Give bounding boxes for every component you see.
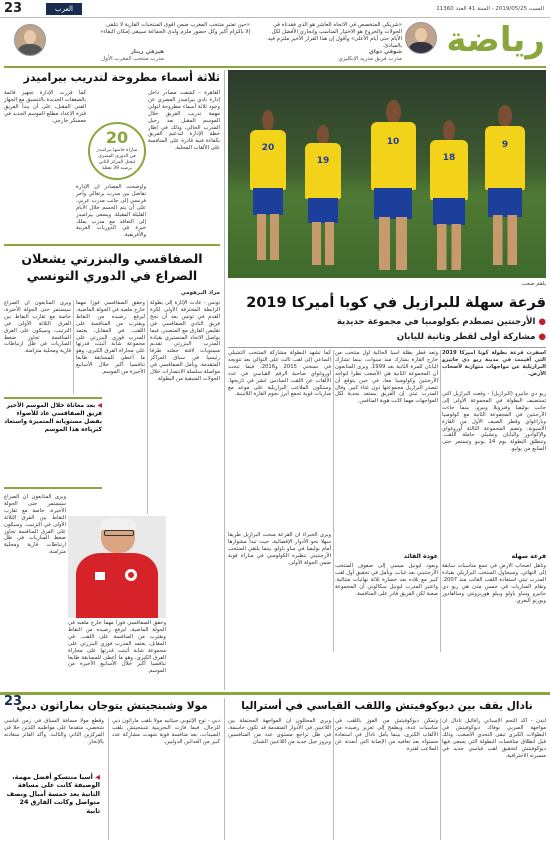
right-author-name: شوقي دواي: [368, 49, 402, 55]
tunisia-col3-text-cont: ويرى المتابعون أن الصراع سيستمر حتى الجولة الأخيرة، خاصة مع تقارب النقاط بين الفرق الثلاثة الأولى في الترتيب. وسيكون على الفرق المنافسة تجاوز ضغط المباريات في ظل ارتباطات قارية ومحلية متزامنة.: [4, 494, 66, 556]
pyramids-stat-badge: [88, 122, 146, 180]
column-rule: [147, 300, 148, 514]
bottom-rule: [0, 692, 550, 695]
photo-caption: بلقم صعب: [521, 281, 546, 287]
pyramids-col2-text: وأوضحت المصادر أن الإدارة تفاضل بين مدرب برتغالي وآخر فرنسي إلى جانب مدرب عربي، على أن يتم الحسم خلال الأيام القليلة المقبلة. ويسعى بيراميدز إلى التعاقد مع مدرب يملك خبرة في الدوريات العربية والأفريقية.: [76, 184, 146, 239]
main-subhead-1: قرعة سهلة: [511, 553, 546, 560]
main-subheadline-1: ● الأرجنتين تصطدم بكولومبيا في مجموعة حديدية: [336, 317, 546, 327]
player-figure: [428, 120, 470, 270]
column-rule: [333, 718, 334, 840]
right-author-role: مدرب فريق مدريد الإنكليزي: [338, 56, 402, 62]
mola-headline: مولا وشبنجيتش يتوجان بماراثون دبي: [16, 700, 208, 712]
player-figure: [483, 105, 527, 265]
nadal-headline: نادال يقف بين ديوكوفيتش واللقب القياسي في أستراليا: [241, 700, 533, 712]
player-figure: [368, 100, 418, 270]
right-quote: «شريكي المتخصص في الاتجاه العاشر هو الذي فقدناه في الجولات والخروج هو الاختيار المناسب وإنجازي الأفضل لكل الأيام حتى أيام الأعلى» وأقول إن هذا القرار الأخير ملتزم فيه بالمبادئ.: [267, 22, 402, 49]
page-number: 23: [4, 1, 23, 16]
divider: [228, 347, 546, 348]
tunisia-pullquote: ◀ بعد معاناة خلال الموسم الأخير فريق الصفاقسي عاد للأضواء بفضل مستوياته المتميزة واستعاد كبرياءه هذا الموسم: [4, 397, 102, 489]
dateline: السبت 2019/05/25 - السنة 41 العدد 11360: [436, 6, 544, 12]
jersey-number: 18: [442, 153, 456, 163]
page-column-rule: [224, 70, 225, 690]
pyramids-col1-text: القاهرة - كشفت مصادر داخل إدارة نادي بيراميدز المصري عن وجود ثلاثة أسماء مطروحة لتولي مهمة تدريب الفريق خلال الموسم المقبل بعد رحيل المدرب الحالي، وذلك في إطار خطة الإدارة لتدعيم الفريق بكفاءة فنية قادرة على المنافسة على الألقاب المحلية.: [148, 90, 220, 152]
jersey-number: 10: [386, 137, 400, 148]
newspaper-logo: العرب: [46, 3, 82, 15]
main-subheadline-2: ● مشاركة أولى لقطر وثانية لليابان: [396, 332, 546, 342]
column-rule: [440, 350, 441, 652]
brazil-team-photo: [228, 70, 546, 278]
player-figure: [303, 125, 343, 265]
right-author-avatar: [405, 22, 437, 54]
main-col1-text: ريو دي جانيرو (البرازيل) - وقعت البرازيل التي تستضيف البطولة في المجموعة الأولى إلى جانب بوليفيا وفنزويلا وبيرو، بينما جاءت الأرجنتين في المجموعة الثانية مع كولومبيا وباراغواي وقطر الضيف الأول من القارة الآسيوية. وتضم المجموعة الثالثة أوروغواي والإكوادور واليابان وتشيلي حاملة اللقب. وتنطلق البطولة يوم 14 يونيو وتستمر حتى السابع من يوليو.: [442, 391, 546, 453]
left-author-role: مدرب منتخب المغرب الأول: [101, 56, 164, 62]
column-rule: [108, 718, 109, 840]
nadal-col2-text: وتمكن ديوكوفيتش من الفوز باللقب في مناسبات عدة، ويطمح إلى تعزيز رصيده من الألقاب الكبرى، بينما يأمل نادال في استعادة مستواه بعد تعافيه من الإصابة التي أبعدته عن الملاعب لفترة.: [335, 718, 438, 752]
subheadline-text: الأرجنتين تصطدم بكولومبيا في مجموعة حديدية: [336, 317, 536, 327]
bullet-text: أسيا منتسكو أفضل مهمة، الوصيفة كانت على مسافة الثانية بعد خمسة أميال ونصف متواصل وكانت الفارق 24 ثانية: [6, 773, 100, 815]
tunisia-col3-text: ويرى المتابعون أن الصراع سيستمر حتى الجولة الأخيرة، خاصة مع تقارب النقاط بين الفرق الثلاثة الأولى في الترتيب. وسيكون على الفرق المنافسة تجاوز ضغط المباريات في ظل ارتباطات قارية ومحلية متزامنة.: [4, 300, 71, 355]
subheadline-text: مشاركة أولى لقطر وثانية لليابان: [396, 332, 536, 342]
tunisia-col2-text-cont: وحقق الصفاقسي فوزا مهما خارج ملعبه في الجولة الماضية، ليرفع رصيده من النقاط ويقترب من المنافسة على اللقب. في المقابل، يعتمد المدرب فوزي البنزرتي على مجموعة شابة أثبتت قدرتها على مجاراة الفرق الكبرى، وهو ما أعطى للمسابقة طابعا تنافسيا أكبر خلال الأسابيع الأخيرة من الموسم.: [68, 620, 166, 675]
divider: [4, 244, 220, 246]
left-author-name: هيرفي رينار: [130, 49, 164, 55]
jersey-number: 19: [316, 155, 330, 166]
main-col2-text: وتعد قطر بطلة آسيا الحالية أول منتخب من خارج القارة يشارك منذ سنوات، بينما تشارك اليابان للمرة الثانية بعد 1999. ويرى المتابعون أن المجموعة الثانية هي الأصعب نظرا لتواجد الأرجنتين وكولومبيا معا، في حين يتوقع أن تتصدر البرازيل مجموعتها دون عناء كبير. وقال المدرب تيتي إن الفريق يستعد بجدية لكل المواجهات مهما كانت هوية المنافس.: [335, 350, 438, 405]
tunisia-author: مراد البرهومي: [180, 290, 220, 296]
coach-photo: [68, 516, 166, 618]
main-col2-text2: ويعود ليونيل ميسي إلى صفوف المنتخب الأرجنتيني بعد غياب، ويأمل في تحقيق أول لقب كبير مع بلاده بعد خسارة ثلاثة نهائيات متتالية. واعتبر المدرب ليونيل سكالوني أن المجموعة صعبة لكن الفريق قادر على المنافسة.: [335, 563, 438, 597]
badge-number: 20: [105, 128, 129, 147]
jersey-number: 20: [261, 143, 275, 153]
main-col3-text: كما تشهد البطولة مشاركة المنتخب التشيلي الساعي إلى لقب ثالث على التوالي بعد تتويجه في نسختي 2015 و2016، فيما تبحث أوروغواي صاحبة الرقم القياسي في عدد الألقاب عن اللقب السادس عشر في تاريخها. وستكون الملاعب البرازيلية على موعد مع مباريات قوية تجمع أبرز نجوم القارة اللاتينية.: [228, 350, 331, 398]
left-author-avatar: [14, 24, 46, 56]
mola-bullet: ◀ أسيا منتسكو أفضل مهمة، الوصيفة كانت على مسافة الثانية بعد خمسة أميال ونصف متواصل وكانت الفارق 24 ثانية: [6, 773, 100, 815]
badge-text: مباراة خاضها بيراميدز في الدوري المصري ليحتل المركز الثاني برصيد 39 نقطة: [96, 148, 138, 171]
main-lead: أسفرت قرعة بطولة كوبا أميركا 2019 التي أقيمت في مدينة ريو دي جانيرو البرازيلية عن مواجهات متوازنة لأصحاب الأرض.: [442, 350, 546, 377]
column-rule: [73, 300, 74, 394]
player-figure: [248, 110, 288, 260]
left-quote: «حين تعتبر منتخب المغرب ضمن أقوى المنتخبات القارية لا نتلقى إلا بالتزام أكبر وكل حضور ملزم ولدى الجماعة سيبقى إمكان البقاء»: [100, 22, 250, 35]
pyramids-col3-text: كما قررت الإدارة تجهيز قائمة بالصفقات الجديدة بالتنسيق مع الجهاز الفني المقبل، على أن يبدأ الفريق فترة الإعداد مطلع الموسم الجديد في معسكر خارجي.: [4, 90, 86, 124]
pyramids-headline: ثلاثة أسماء مطروحة لتدريب بيراميدز: [23, 71, 220, 84]
jersey-number: 9: [501, 140, 509, 151]
section-title: رياضة: [446, 20, 545, 60]
main-col1-text2: وتأهل أصحاب الأرض في تسع مناسبات سابقة إلى النهائي، وسيحاول المنتخب البرازيلي بقيادة المدرب تيتي استعادة اللقب الغائب منذ 2007. وتقام المباريات في خمس مدن هي ريو دي جانيرو وساو باولو وبيلو هوريزونتي وسالفادور وبورتو أليغري.: [442, 563, 546, 604]
top-bar: [0, 0, 550, 18]
pullquote-text: بعد معاناة خلال الموسم الأخير فريق الصفاقسي عاد للأضواء بفضل مستوياته المتميزة واستعاد كبرياءه هذا الموسم: [4, 402, 102, 433]
mola-col1-text: دبي - توج الإثيوبي جيتانيه مولا بلقب ماراثون دبي للرجال، فيما فازت البحرينية شبنجيتش بلقب السيدات، بعد منافسة قوية شهدت مشاركة عدد كبير من العدائين الدوليين.: [112, 718, 220, 745]
page-column-rule: [224, 698, 225, 840]
tunisia-col1-text: تونس - عادت الإثارة إلى بطولة الرابطة المحترفة الأولى لكرة القدم في تونس بعد أن نجح فريق النادي الصفاقسي في تقليص الفارق مع المتصدر، فيما يواصل الاتحاد المنستيري بقيادة المدرب البنزرتي تقديم مستويات لافتة جعلته طرفا رئيسيا في سباق المراكز المتقدمة. ويأمل الصفاقسي في مواصلة سلسلة الانتصارات خلال الجولات المتبقية من البطولة.: [150, 300, 220, 382]
nadal-col3-text: ويرى المحللون أن المواجهة المحتملة بين اللاعبين في الأدوار المتقدمة قد تكون حاسمة، في ظل تراجع مستوى عدد من المنافسين وبروز جيل جديد من اللاعبين الشبان.: [228, 718, 331, 745]
bottom-page-number: 23: [4, 694, 23, 709]
tunisia-col2-text: وحقق الصفاقسي فوزا مهما خارج ملعبه في الجولة الماضية، ليرفع رصيده من النقاط ويقترب من المنافسة على اللقب. في المقابل، يعتمد المدرب فوزي البنزرتي على مجموعة شابة أثبتت قدرتها على مجاراة الفرق الكبرى، وهو ما أعطى للمسابقة طابعا تنافسيا أكبر خلال الأسابيع الأخيرة من الموسم.: [76, 300, 145, 376]
main-subhead-2: عودة القائد: [403, 553, 438, 560]
main-col3-text2: ويرى الخبراء أن القرعة منحت البرازيل طريقا سهلا نحو الأدوار الإقصائية، حيث تبدأ مشوارها أمام بوليفيا في ساو باولو، بينما يلتقي المنتخب الأرجنتيني بنظيره الكولومبي في مباراة قوية ضمن الجولة الأولى.: [228, 532, 331, 566]
column-rule: [440, 718, 441, 840]
nadal-col1-text: لندن - أكد النجم الإسباني رافائيل نادال أن مواجهة الصربي نوفاك ديوكوفيتش في البطولات الكبرى تبقى التحدي الأصعب، وذلك قبل انطلاق منافسات البطولة التي يسعى فيها ديوكوفيتش لتحقيق لقب قياسي جديد في مسيرته الاحترافية.: [442, 718, 546, 759]
tunisia-headline: الصفاقسي والبنزرتي يشعلان الصراع في الدوري التونسي: [21, 251, 203, 283]
mola-col2-text: وقطع مولا مسافة السباق في زمن قياسي شخصي، متقدما على مواطنيه اللذين حلا في المركزين الثاني والثالث. وأكد الفائز سعادته بالإنجاز.: [4, 718, 104, 745]
main-headline: قرعة سهلة للبرازيل في كوبا أميركا 2019: [246, 295, 546, 311]
column-rule: [333, 350, 334, 652]
header-rule: [4, 66, 546, 68]
